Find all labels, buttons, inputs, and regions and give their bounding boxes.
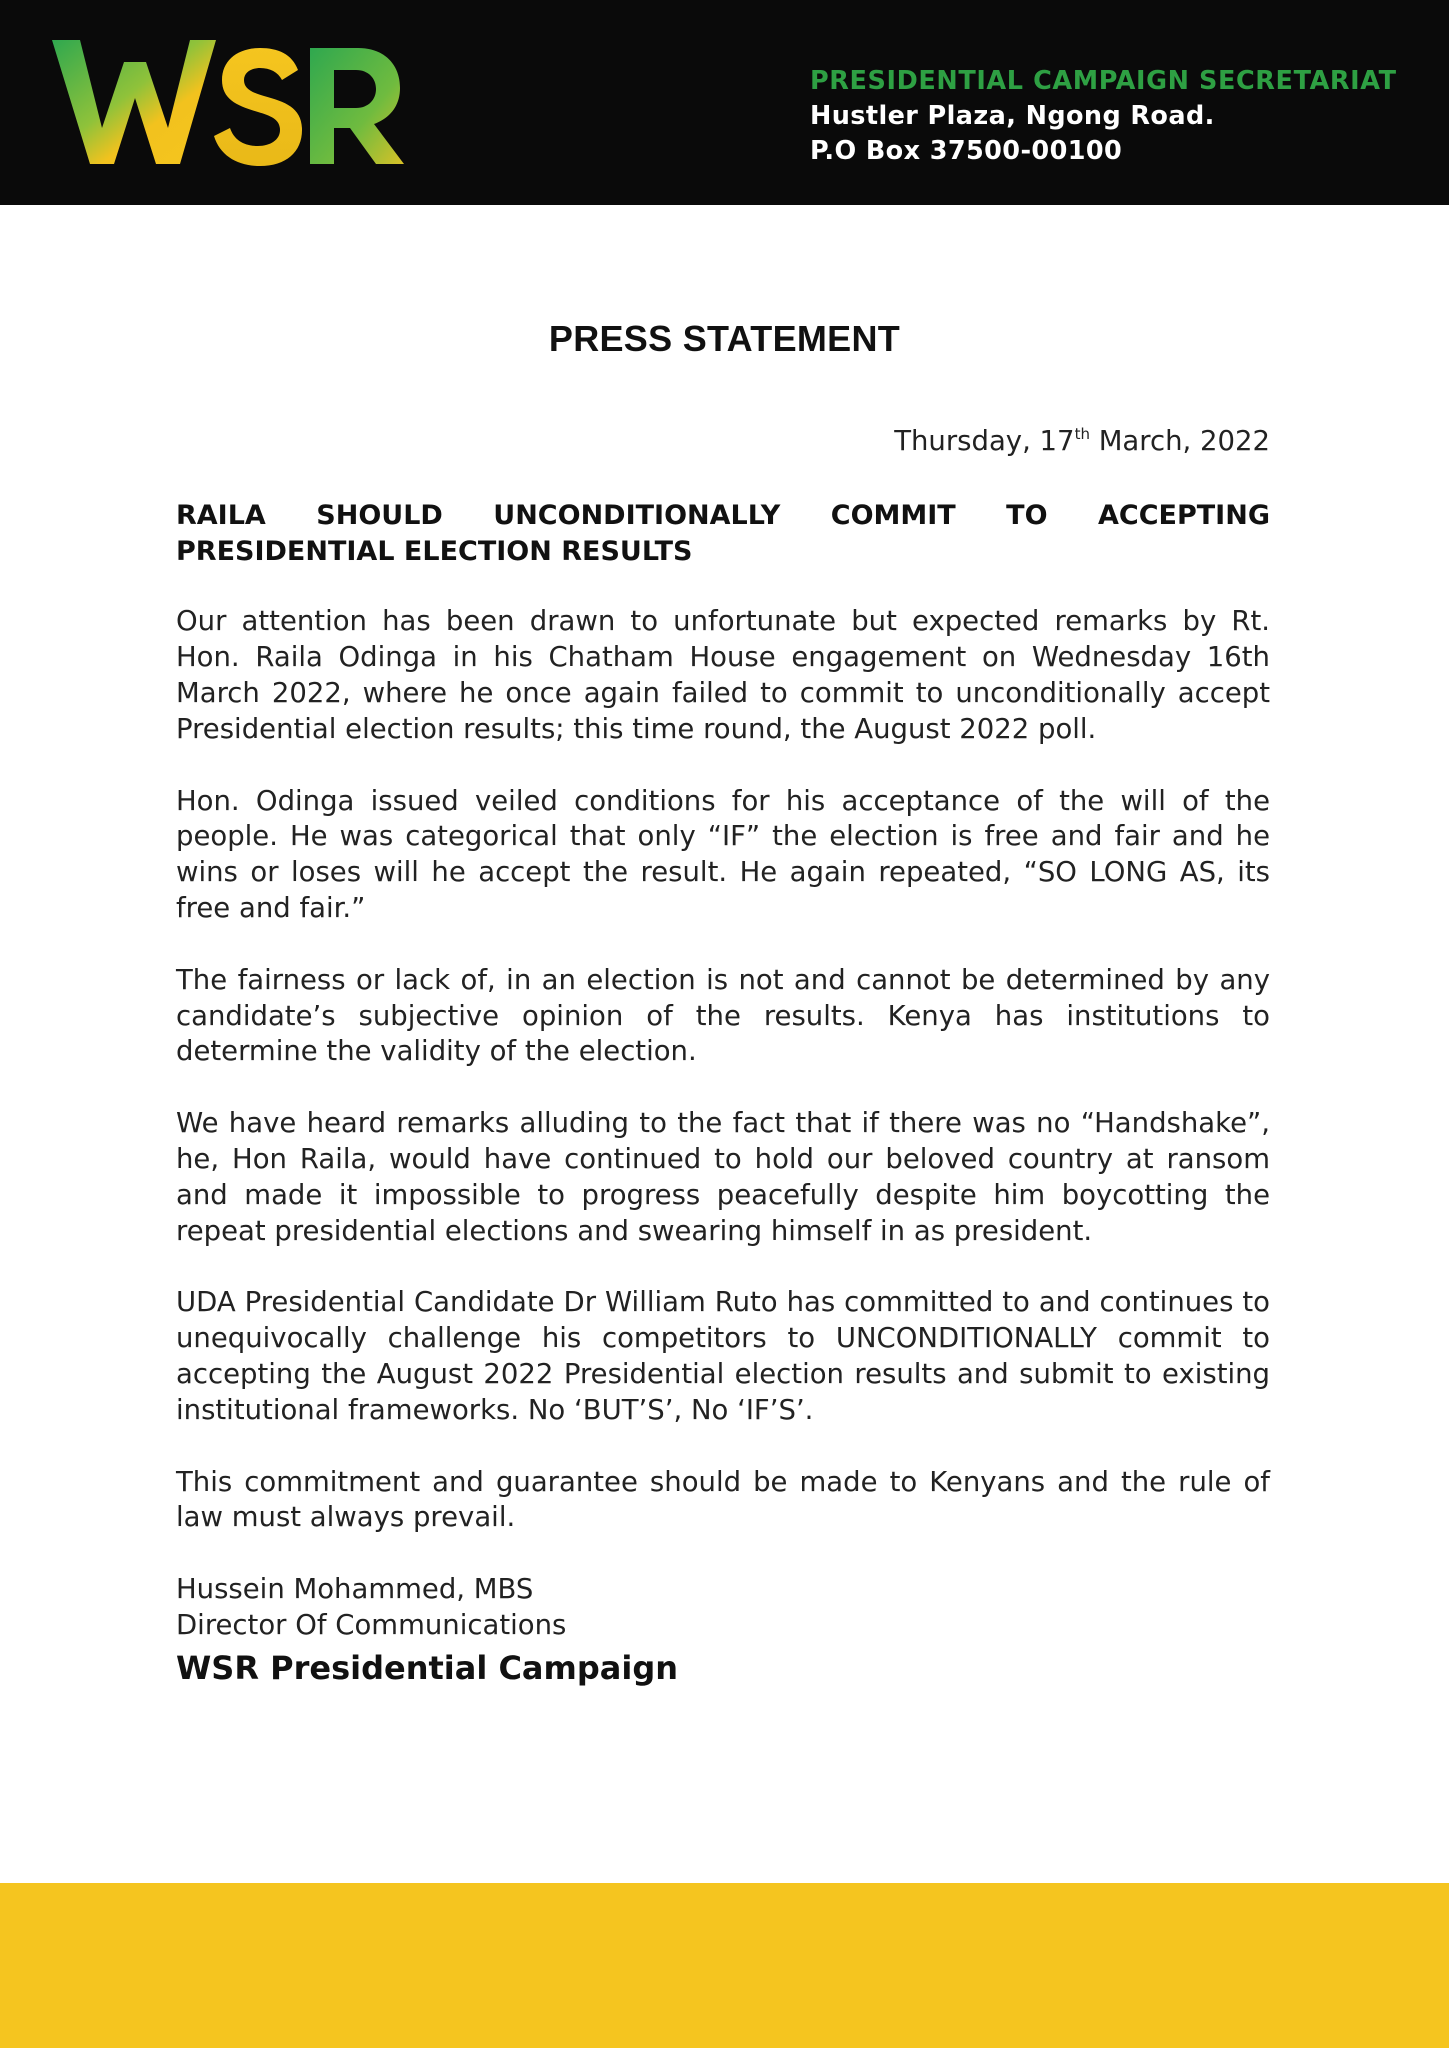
paragraph: The fairness or lack of, in an election is not and cannot be determined by any candidate’s subjective opinion of the results. Kenya has institutions to determine the validity of the election. [176,963,1270,1068]
document-body [176,424,1270,1690]
date-month-year: March, 2022 [1089,425,1270,457]
signatory-name: Hussein Mohammed, MBS [176,1573,534,1606]
signatory-role: Director Of Communications [176,1608,567,1641]
date-ordinal: th [1074,425,1090,443]
date-day: Thursday, 17 [894,425,1075,457]
organization-name: PRESIDENTIAL CAMPAIGN SECRETARIAT [810,66,1397,96]
paragraph: Our attention has been drawn to unfortunate but expected remarks by Rt. Hon. Raila Odinga in his Chatham House engagement on Wednesday 16th March 2022, where he once again failed to commit to unconditionally accept Presidential election results; this time round, the August 2022 poll. [176,605,1270,745]
organization-po-box: P.O Box 37500-00100 [810,136,1123,166]
paragraph: Hon. Odinga issued veiled conditions for his acceptance of the will of the people. He was categorical that only “IF” the election is free and fair and he wins or loses will he accept the result. He again repeated, “SO LONG AS, its free and fair.” [176,784,1270,924]
organization-address: Hustler Plaza, Ngong Road. [810,101,1215,131]
signature-block [176,1572,1270,1690]
letterhead-header [0,0,1449,205]
statement-headline: RAILA SHOULD UNCONDITIONALLY COMMIT TO ACCEPTING PRESIDENTIAL ELECTION RESULTS [176,499,1270,567]
document-title: PRESS STATEMENT [548,318,901,359]
signatory-organization: WSR Presidential Campaign [176,1648,679,1687]
paragraph: We have heard remarks alluding to the fact that if there was no “Handshake”, he, Hon Raila, would have continued to hold our beloved country at ransom and made it impossible to progress peacefully despite him boycotting the repeat presidential elections and swearing himself in as president. [176,1107,1270,1247]
organization-block [810,64,1397,169]
paragraph: This commitment and guarantee should be made to Kenyans and the rule of law must always prevail. [176,1465,1270,1534]
paragraph: UDA Presidential Candidate Dr William Ruto has committed to and continues to unequivocally challenge his competitors to UNCONDITIONALLY commit to accepting the August 2022 Presidential election results and submit to existing institutional frameworks. No ‘BUT’S’, No ‘IF’S’. [176,1286,1270,1426]
statement-date [176,424,1270,460]
wsr-logo [52,36,412,168]
footer-bar [0,1883,1449,2048]
